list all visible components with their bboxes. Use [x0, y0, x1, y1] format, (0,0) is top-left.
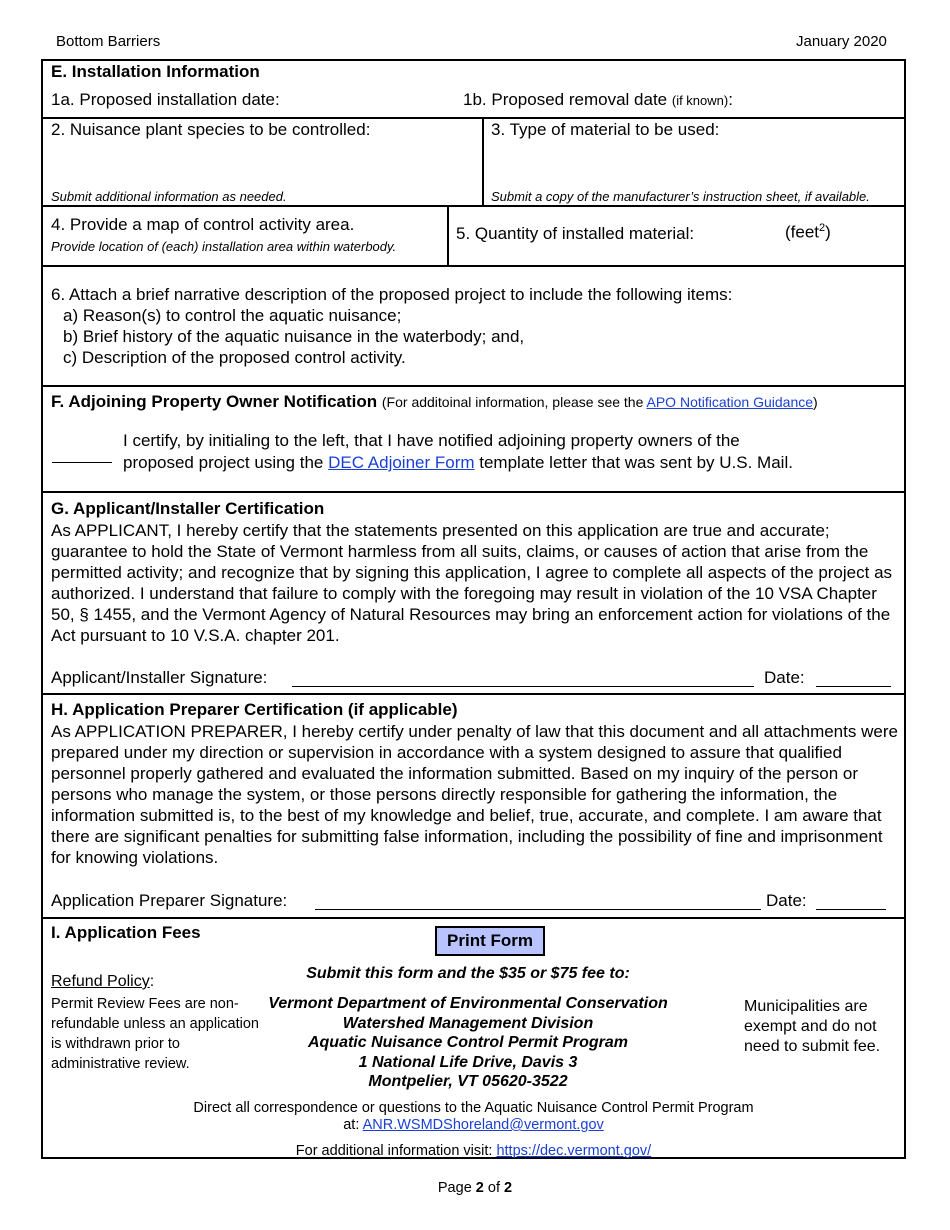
page-number: Page 2 of 2 — [437, 1180, 513, 1196]
preparer-signature-label: Application Preparer Signature: — [51, 891, 288, 910]
application-form — [41, 59, 906, 1159]
q4-label: 4. Provide a map of control activity area. — [51, 215, 355, 234]
applicant-date-label: Date: — [764, 668, 805, 687]
q2-note: Submit additional information as needed. — [51, 189, 287, 204]
preparer-signature-field[interactable] — [315, 909, 761, 910]
refund-policy-label: Refund Policy — [51, 973, 150, 990]
section-i-title: I. Application Fees — [51, 923, 201, 942]
q1b-label: 1b. Proposed removal date (if known): — [463, 90, 733, 109]
municipal-exemption-note: Municipalities are exempt and do not need to submit fee. — [744, 998, 881, 1055]
q3-label: 3. Type of material to be used: — [491, 120, 720, 139]
section-e-title: E. Installation Information — [51, 62, 260, 81]
row-species-material — [43, 119, 904, 207]
q4-note: Provide location of (each) installation area within waterbody. — [51, 239, 397, 254]
refund-policy-text: Permit Review Fees are non-refundable unless an application is withdrawn prior to administrative review. — [51, 996, 259, 1072]
initials-line[interactable] — [52, 462, 112, 463]
q6-item-a: a) Reason(s) to control the aquatic nuisance; — [63, 306, 402, 325]
row-narrative — [43, 267, 904, 387]
q2-label: 2. Nuisance plant species to be controlled: — [51, 120, 371, 139]
dec-adjoiner-form-link[interactable]: DEC Adjoiner Form — [328, 453, 475, 472]
print-form-button[interactable]: Print Form — [435, 926, 545, 956]
section-f — [43, 387, 904, 493]
q5-label: 5. Quantity of installed material: — [456, 224, 695, 243]
header-left: Bottom Barriers — [56, 33, 161, 50]
q1b-note: (if known) — [671, 93, 729, 108]
q6-block — [51, 284, 732, 368]
submit-instructions: Submit this form and the $35 or $75 fee to: — [306, 965, 630, 982]
preparer-date-label: Date: — [766, 891, 807, 910]
q3-note: Submit a copy of the manufacturer’s instruction sheet, if available. — [491, 189, 870, 204]
applicant-signature-field[interactable] — [292, 686, 754, 687]
applicant-signature-label: Applicant/Installer Signature: — [51, 668, 268, 687]
section-h — [43, 695, 904, 919]
correspondence-info: Direct all correspondence or questions to the Aquatic Nuisance Control Permit Program at: ANR.WSMDShoreland@vermont.gov — [193, 1100, 754, 1133]
apo-certification: I certify, by initialing to the left, that I have notified adjoining property owners of the proposed project using the DEC Adjoiner Form template letter that was sent by U.S. Mail. — [123, 431, 793, 472]
additional-info: For additional information visit: https://dec.vermont.gov/ — [295, 1143, 652, 1159]
row-map-quantity — [43, 207, 904, 267]
section-h-title: H. Application Preparer Certification (if applicable) — [51, 700, 458, 719]
applicant-date-field[interactable] — [816, 686, 891, 687]
section-g — [43, 493, 904, 695]
preparer-date-field[interactable] — [816, 909, 886, 910]
website-link[interactable]: https://dec.vermont.gov/ — [496, 1143, 652, 1159]
refund-policy-heading: Refund Policy: — [51, 973, 155, 990]
section-i — [43, 919, 904, 1159]
q6-label: 6. Attach a brief narrative description of the proposed project to include the following items: — [51, 285, 733, 304]
section-g-body: As APPLICANT, I hereby certify that the statements presented on this application are true and accurate; guarantee to hold the State of Vermont harmless from all suits, claims, or causes of action that arise from the permitted activity; and recognize that by signing this application, I agree to complete all aspects of the project as authorized. I understand that failure to comply with the foregoing may result in violation of the 10 VSA Chapter 50, § 1455, and the Vermont Agency of Natural Resources may bring an enforcement action for violations of the Act pursuant to 10 V.S.A. chapter 201. — [51, 521, 893, 645]
header-right: January 2020 — [796, 33, 887, 50]
mailing-address: Vermont Department of Environmental Conservation Watershed Management Division Aquatic Nuisance Control Permit Program 1 National Life Drive, Davis 3 Montpelier, VT 05620-3522 — [268, 995, 668, 1090]
email-link[interactable]: ANR.WSMDShoreland@vermont.gov — [362, 1117, 604, 1133]
apo-guidance-link[interactable]: APO Notification Guidance — [646, 394, 814, 410]
q5-unit: (feet$^2$) — [785, 222, 831, 242]
q1a-label: 1a. Proposed installation date: — [51, 90, 280, 109]
q6-item-b: b) Brief history of the aquatic nuisance in the waterbody; and, — [63, 327, 525, 346]
section-e-header — [43, 61, 904, 119]
section-g-title: G. Applicant/Installer Certification — [51, 499, 325, 518]
section-f-title: F. Adjoining Property Owner Notification — [51, 392, 378, 411]
section-f-heading: F. Adjoining Property Owner Notification (For additoinal information, please see the APO Notification Guidance) — [51, 392, 818, 411]
q6-item-c: c) Description of the proposed control activity. — [63, 348, 406, 367]
section-h-body: As APPLICATION PREPARER, I hereby certify under penalty of law that this document and all attachments were prepared under my direction or supervision in accordance with a system designed to assure that qualified personnel properly gathered and evaluated the information submitted. Based on my inquiry of the person or persons who manage the system, or those persons directly responsible for gathering the information, the information submitted is, to the best of my knowledge and belief, true, accurate, and complete. I am aware that there are significant penalties for submitting false information, including the possibility of fine and imprisonment for knowing violations. — [51, 722, 898, 867]
